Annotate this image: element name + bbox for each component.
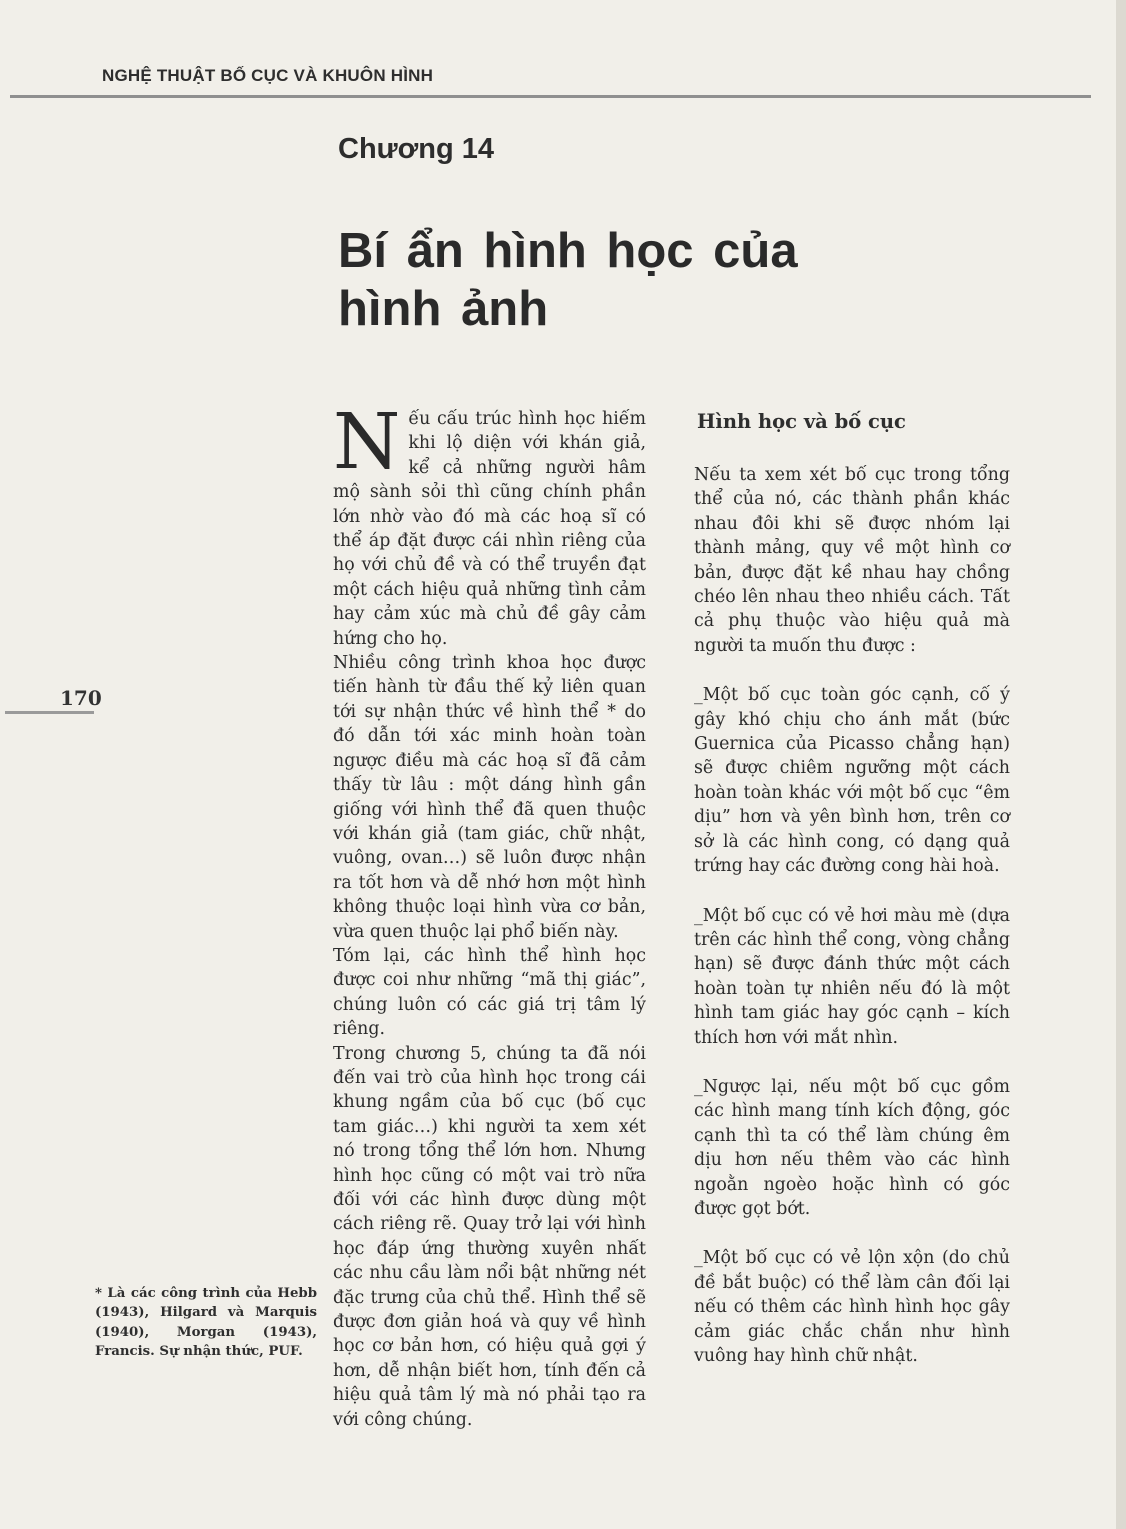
paragraph: _Ngược lại, nếu một bố cục gồm các hình mang tính kích động, góc cạnh thì ta có thể làm chúng êm dịu hơn nếu thêm vào các hình ngoằn ngoèo hoặc hình có góc được gọt bớt. [694, 1076, 1010, 1219]
drop-cap: N [333, 398, 401, 487]
chapter-label: Chương 14 [338, 133, 495, 165]
paragraph: Nhiều công trình khoa học được tiến hành từ đầu thế kỷ liên quan tới sự nhận thức về hình thể * do đó dẫn tới xác minh hoàn toàn ngược điều mà các hoạ sĩ đã cảm thấy từ lâu : một dáng hình gần giống với hình thể đã quen thuộc với khán giả (tam giác, chữ nhật, vuông, ovan…) sẽ luôn được nhận ra tốt hơn và dễ nhớ hơn một hình không thuộc loại hình vừa cơ bản, vừa quen thuộc lại phổ biến này. [333, 653, 646, 942]
page-number-rule [5, 711, 94, 714]
paragraph: Nếu ta xem xét bố cục trong tổng thể của nó, các thành phần khác nhau đôi khi sẽ được nhóm lại thành mảng, quy về một hình cơ bản, được đặt kề nhau hay chồng chéo lên nhau theo nhiều cách. Tất cả phụ thuộc vào hiệu quả mà người ta muốn thu được : [694, 465, 1010, 656]
left-column [333, 398, 646, 1432]
chapter-title: Bí ẩn hình học của hình ảnh [338, 224, 798, 336]
right-column [694, 463, 1010, 1393]
paragraph-text: ếu cấu trúc hình học hiếm khi lộ diện với khán giả, kể cả những người hâm mộ sành sỏi thì cũng chính phần lớn nhờ vào đó mà các hoạ sĩ có thể áp đặt được cái nhìn riêng của họ với chủ đề và có thể truyền đạt một cách hiệu quả những tình cảm hay cảm xúc mà chủ đề gây cảm hứng cho họ. [333, 409, 646, 649]
paragraph: Tóm lại, các hình thể hình học được coi như những “mã thị giác”, chúng luôn có các giá trị tâm lý riêng. [333, 945, 646, 1040]
footnote: * Là các công trình của Hebb (1943), Hilgard và Marquis (1940), Morgan (1943), Francis. Sự nhận thức, PUF. [95, 1286, 317, 1360]
running-header: NGHỆ THUẬT BỐ CỤC VÀ KHUÔN HÌNH [102, 66, 434, 85]
page-number: 170 [60, 686, 102, 710]
paragraph: _Một bố cục toàn góc cạnh, cố ý gây khó chịu cho ánh mắt (bức Guernica của Picasso chẳng hạn) sẽ được chiêm ngưỡng một cách hoàn toàn khác với một bố cục “êm dịu” hơn và yên bình hơn, trên cơ sở là các hình cong, có dạng quả trứng hay các đường cong hài hoà. [694, 685, 1010, 877]
paragraph [333, 398, 646, 651]
paragraph: _Một bố cục có vẻ lộn xộn (do chủ đề bắt buộc) có thể làm cân đối lại nếu có thêm các hình hình học gây cảm giác chắc chắn như hình vuông hay hình chữ nhật. [694, 1248, 1010, 1366]
section-heading: Hình học và bố cục [697, 410, 906, 433]
header-rule [10, 95, 1091, 98]
paragraph: _Một bố cục có vẻ hơi màu mè (dựa trên các hình thể cong, vòng chẳng hạn) sẽ được đánh thức một cách hoàn toàn tự nhiên nếu đó là một hình tam giác hay góc cạnh – kích thích hơn với mắt nhìn. [694, 905, 1010, 1048]
paragraph: Trong chương 5, chúng ta đã nói đến vai trò của hình học trong cái khung ngầm của bố cục (bố cục tam giác…) khi người ta xem xét nó trong tổng thể lớn hơn. Nhưng hình học cũng có một vai trò nữa đối với các hình được dùng một cách riêng rẽ. Quay trở lại với hình học đáp ứng thường xuyên nhất các nhu cầu làm nổi bật những nét đặc trưng của chủ thể. Hình thể sẽ được đơn giản hoá và quy về hình học cơ bản hơn, có hiệu quả gợi ý hơn, dễ nhận biết hơn, tính đến cả hiệu quả tâm lý mà nó phải tạo ra với công chúng. [333, 1043, 646, 1430]
page-edge [1116, 0, 1126, 1529]
